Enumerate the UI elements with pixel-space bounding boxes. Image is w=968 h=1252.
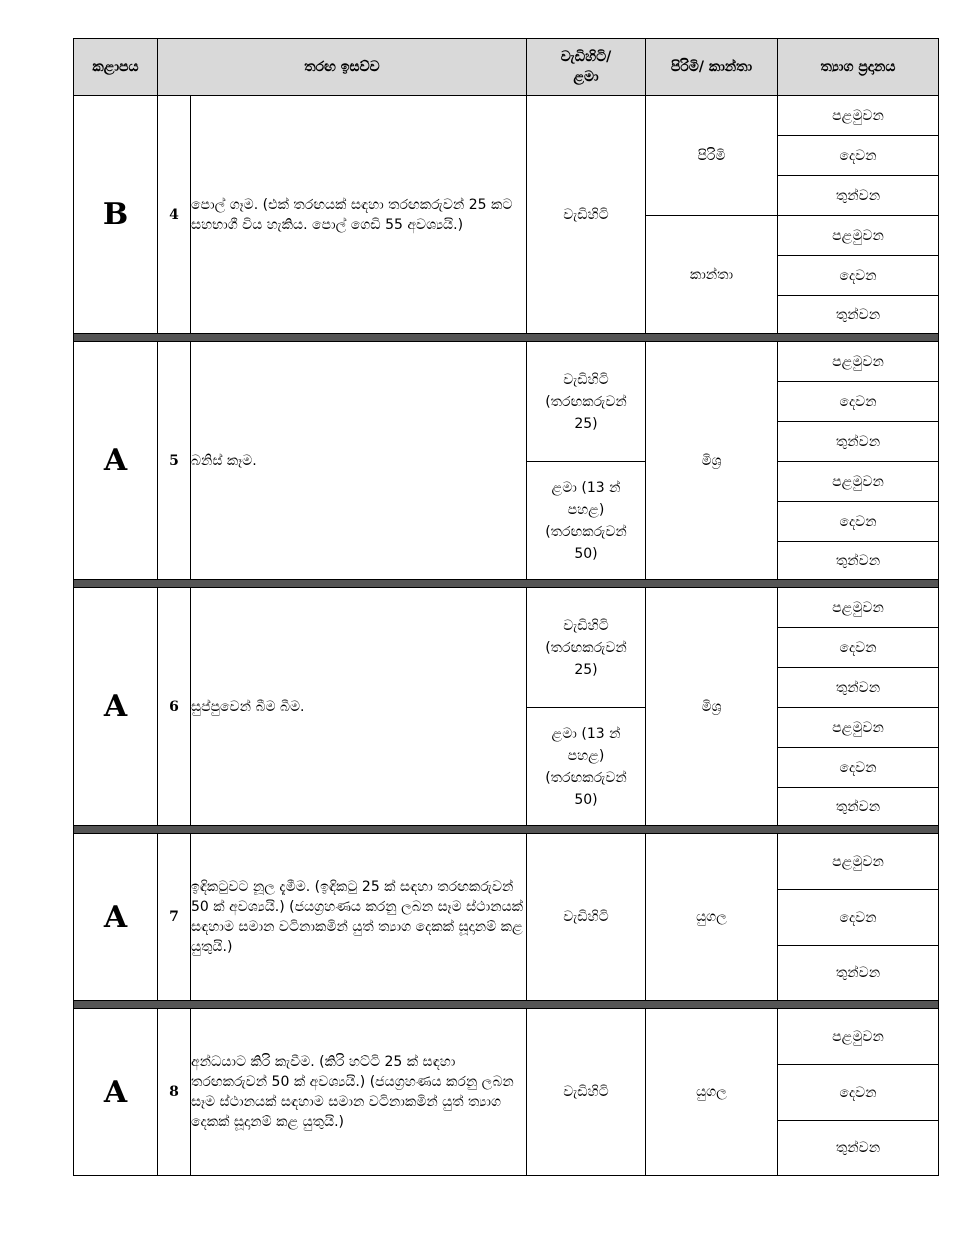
prize-second: දෙවන [778,136,939,176]
zone-cell: A [74,342,158,580]
prize-first: පළමුවන [778,1009,939,1065]
prize-second: දෙවන [778,502,939,542]
table-row [74,96,939,136]
table-row [74,342,939,382]
gender-cell: මිශ්‍ර [646,588,778,826]
category-cell-adult: වැඩිහිටි (තරඟකරුවන් 25) [527,588,646,708]
event-number: 6 [158,588,191,826]
category-cell: වැඩිහිටි [527,834,646,1001]
prize-first: පළමුවන [778,96,939,136]
row-separator [74,580,939,588]
header-gender: පිරිමි/ කාන්තා [646,39,778,96]
zone-cell: A [74,1009,158,1176]
table-row [74,834,939,890]
table-row [74,1009,939,1065]
prize-first: පළමුවන [778,834,939,890]
prize-second: දෙවන [778,382,939,422]
header-zone: කළාපය [74,39,158,96]
event-number: 7 [158,834,191,1001]
prize-first: පළමුවන [778,708,939,748]
gender-cell-male: පිරිමි [646,96,778,216]
header-prize: ත්‍යාග ප්‍රදානය [778,39,939,96]
event-description: සුප්පුවෙන් බීම බීම. [191,588,527,826]
prize-third: තුන්වන [778,422,939,462]
zone-cell: B [74,96,158,334]
category-cell: වැඩිහිටි [527,96,646,334]
prize-third: තුන්වන [778,176,939,216]
prize-second: දෙවන [778,890,939,946]
zone-cell: A [74,588,158,826]
prize-third: තුන්වන [778,946,939,1001]
prize-third: තුන්වන [778,668,939,708]
gender-cell: මිශ්‍ර [646,342,778,580]
prize-third: තුන්වන [778,296,939,334]
category-cell-adult: වැඩිහිටි (තරඟකරුවන් 25) [527,342,646,462]
gender-cell-female: කාන්තා [646,216,778,334]
event-description: අන්ධයාට කිරි කැවීම. (කිරි හට්ටි 25 ක් සඳහා තරඟකරුවන් 50 ක් අවශ්‍යයි.) (ජයග්‍රහණය කරනු ලබන සෑම ස්ථානයක් සඳහාම සමාන වටිනාකමින් යුත් ත්‍යාග දෙකක් සූදානම් කළ යුතුයි.) [191,1009,527,1176]
prize-third: තුන්වන [778,542,939,580]
event-description: ඉඳිකටුවට නූල දැමීම. (ඉඳිකටු 25 ක් සඳහා තරඟකරුවන් 50 ක් අවශ්‍යයි.) (ජයග්‍රහණය කරනු ලබන සෑම ස්ථානයක් සඳහාම සමාන වටිනාකමින් යුත් ත්‍යාග දෙකක් සූදානම් කළ යුතුයි.) [191,834,527,1001]
event-number: 5 [158,342,191,580]
events-table [73,38,939,1176]
header-row [74,39,939,96]
prize-second: දෙවන [778,628,939,668]
event-description: බනිස් කෑම. [191,342,527,580]
prize-third: තුන්වන [778,788,939,826]
prize-first: පළමුවන [778,588,939,628]
row-separator [74,826,939,834]
prize-third: තුන්වන [778,1121,939,1176]
prize-second: දෙවන [778,748,939,788]
category-cell-child: ළමා (13 න් පහළ) (තරඟකරුවන් 50) [527,708,646,826]
row-separator [74,334,939,342]
event-description: පොල් ගෑම. (එක් තරඟයක් සඳහා තරඟකරුවන් 25 කට සහභාගී විය හැකිය. පොල් ගෙඩි 55 අවශ්‍යයි.) [191,96,527,334]
prize-first: පළමුවන [778,342,939,382]
event-number: 4 [158,96,191,334]
header-category: වැඩිහිටි/ ළමා [527,39,646,96]
gender-cell: යුගල [646,1009,778,1176]
prize-second: දෙවන [778,256,939,296]
prize-second: දෙවන [778,1065,939,1121]
table-row [74,588,939,628]
zone-cell: A [74,834,158,1001]
category-cell: වැඩිහිටි [527,1009,646,1176]
gender-cell: යුගල [646,834,778,1001]
category-cell-child: ළමා (13 න් පහළ) (තරඟකරුවන් 50) [527,462,646,580]
prize-first: පළමුවන [778,216,939,256]
header-event: තරඟ ඉසව්ව [158,39,527,96]
event-number: 8 [158,1009,191,1176]
prize-first: පළමුවන [778,462,939,502]
row-separator [74,1001,939,1009]
